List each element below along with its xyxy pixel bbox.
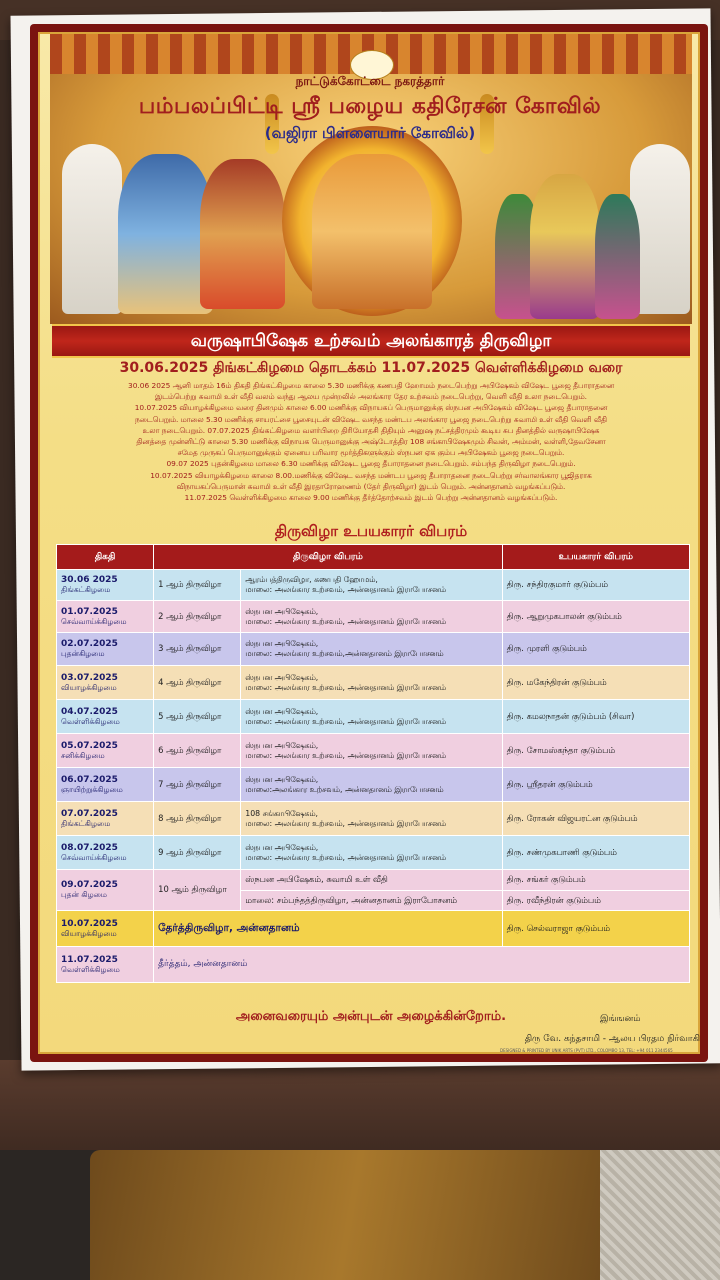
- weekday: சனிக்கிழமை: [61, 750, 105, 760]
- event-morning: ஸ்நபன அபிஷேகம்,: [245, 774, 319, 784]
- date: 01.07.2025: [61, 606, 118, 617]
- festival-poster: [30, 24, 708, 1062]
- sponsor-cell: திரு. ரோகன் விஜயரட்ன குடும்பம்: [502, 802, 689, 836]
- date: 05.07.2025: [61, 740, 118, 751]
- event-cell: [241, 633, 502, 666]
- festival-number: 7 ஆம் திருவிழா: [154, 768, 241, 802]
- invitation-text: அனைவரையும் அன்புடன் அழைக்கின்றோம்.: [235, 1009, 507, 1024]
- event-cell: [241, 768, 502, 802]
- weekday: திங்கட்கிழமை: [61, 818, 111, 828]
- weekday: செவ்வாய்க்கிழமை: [61, 616, 127, 626]
- date-cell: [57, 700, 154, 734]
- event-evening: மாலை: அலங்கார உற்சவம், அன்னதானம் இராபோசனம்: [245, 616, 446, 626]
- date: 09.07.2025: [61, 880, 118, 890]
- paragraph-line: சமேத முருகப் பெருமானுக்கும் ஏனைய பரிவார மூர்த்திகளுக்கும் ஸ்நபன ஏக கும்ப அபிஷேகம் பூஜை நடைபெறும்.: [177, 448, 565, 458]
- date-cell: [57, 911, 154, 947]
- date-cell: [57, 836, 154, 870]
- date-cell: [57, 666, 154, 700]
- festival-number: 1 ஆம் திருவிழா: [154, 570, 241, 601]
- event-cell: தீர்த்தம், அன்னதானம்: [154, 947, 690, 983]
- ganesha-image: [312, 154, 432, 309]
- table-row: [57, 700, 690, 734]
- table-row: [57, 666, 690, 700]
- date: 11.07.2025: [61, 954, 118, 965]
- paragraph-line: இடம்பெற்று சுவாமி உள் வீதி வலம் வந்து ஆலய முன்றலில் அலங்கார தேர உற்சவம் நடைபெற்று, வெளி வீதி உலா நடைபெறும்.: [154, 392, 588, 402]
- sponsor-cell: திரு. சோமஸ்கந்தா குடும்பம்: [502, 734, 689, 768]
- table-row: [57, 802, 690, 836]
- table-row: [57, 836, 690, 870]
- table-row: [57, 911, 690, 947]
- festival-number: 3 ஆம் திருவிழா: [154, 633, 241, 666]
- paragraph-line: 10.07.2025 வியாழக்கிழமை வரை தினமும் காலை 6.00 மணிக்கு விநாயகப் பெருமானுக்கு ஸ்நபன அபிஷேகம் விஷேட பூஜை தீபாராதனை: [134, 403, 608, 413]
- header-sponsor: உபயகாரர் விபரம்: [502, 545, 689, 570]
- event-morning: ஸ்நபன அபிஷேகம்,: [245, 740, 319, 750]
- festival-number: 10 ஆம் திருவிழா: [154, 870, 241, 911]
- cloth: [90, 1150, 610, 1280]
- valli-image: [595, 194, 640, 319]
- schedule-paragraph: [56, 380, 686, 503]
- date: 04.07.2025: [61, 706, 118, 717]
- weekday: ஞாயிற்றுக்கிழமை: [61, 784, 123, 794]
- table-header-row: [57, 545, 690, 570]
- poster-inner: [38, 32, 700, 1054]
- event-cell: [241, 802, 502, 836]
- weekday: வியாழக்கிழமை: [61, 928, 117, 938]
- event-evening: மாலை: அலங்கார உற்சவம், அன்னதானம் இராபோசனம்: [245, 682, 446, 692]
- table-row: [57, 601, 690, 633]
- event-morning: ஸ்நபன அபிஷேகம்,: [245, 606, 319, 616]
- weekday: வியாழக்கிழமை: [61, 682, 117, 692]
- paragraph-line: 11.07.2025 வெள்ளிக்கிழமை காலை 9.00 மணிக்கு தீர்த்தோற்சவம் இடம் பெற்று அன்னதானம் வழங்கப்படும்.: [184, 493, 558, 503]
- event-morning: ஸ்நபன அபிஷேகம்,: [245, 639, 319, 648]
- festival-number: 9 ஆம் திருவிழா: [154, 836, 241, 870]
- table-row: [57, 870, 690, 891]
- event-morning: 108 சங்காபிஷேகம்,: [245, 808, 318, 818]
- festival-banner: வருஷாபிஷேக உற்சவம் அலங்காரத் திருவிழா: [52, 324, 690, 358]
- sponsor-cell: திரு. மகேந்திரன் குடும்பம்: [502, 666, 689, 700]
- date-cell: [57, 734, 154, 768]
- date-cell: [57, 947, 154, 983]
- date-cell: [57, 633, 154, 666]
- temple-subtitle: (வஜிரா பிள்ளையார் கோவில்): [264, 124, 476, 142]
- event-cell: [241, 601, 502, 633]
- table-row: [57, 734, 690, 768]
- sponsor-cell: திரு. ஆறுமுகபாலன் குடும்பம்: [502, 601, 689, 633]
- paragraph-line: 09.07 2025 புதன்கிழமை மாலை 6.30 மணிக்கு விஷேட பூஜை தீபாராதனை நடைபெறும். சம்பந்த திருவிழா நடைபெறும்.: [166, 459, 576, 469]
- printer-credit: DESIGNED & PRINTED BY UNIK ARTS (PVT) LTD., COLOMBO 13, TEL: +94 011 2344565: [500, 1048, 673, 1053]
- floor-tile: [600, 1150, 720, 1280]
- festival-number: 5 ஆம் திருவிழா: [154, 700, 241, 734]
- date-cell: [57, 870, 154, 911]
- sponsor-cell: திரு. சங்கர் குடும்பம்: [502, 870, 689, 891]
- event-evening: மாலை: அலங்கார உற்சவம், அன்னதானம் இராபோசனம்: [245, 750, 446, 760]
- wooden-table: [0, 1060, 720, 1155]
- signature: திரு வே. கந்தசாமி - ஆலய பிரதம நிர்வாகி: [524, 1034, 700, 1044]
- table-row: [57, 570, 690, 601]
- murugan-image: [530, 174, 600, 319]
- event-evening: மாலை: அலங்கார உற்சவம், அன்னதானம் இராபோசனம்: [245, 852, 446, 862]
- temple-name: பம்பலப்பிட்டி ஸ்ரீ பழைய கதிரேசன் கோவில்: [138, 94, 602, 119]
- event-morning: ஆரம்பத்திருவிழா, கணபதி ஹோமம்,: [245, 575, 378, 584]
- festival-number: 6 ஆம் திருவிழா: [154, 734, 241, 768]
- date: 10.07.2025: [61, 918, 118, 929]
- festival-number: 8 ஆம் திருவிழா: [154, 802, 241, 836]
- weekday: புதன்கிழமை: [61, 649, 105, 658]
- shiva-image: [118, 154, 213, 314]
- elephant-left: [62, 144, 122, 314]
- header-text: [110, 74, 630, 144]
- event-evening: மாலை: அலங்கார உற்சவம், அன்னதானம் இராபோசனம்: [245, 585, 446, 594]
- date-cell: [57, 802, 154, 836]
- table-row: [57, 947, 690, 983]
- sponsor-cell: திரு. சண்முகபாணி குடும்பம்: [502, 836, 689, 870]
- weekday: புதன் கிழமை: [61, 890, 108, 899]
- paragraph-line: உலா நடைபெறும். 07.07.2025 திங்கட்கிழமை வளர்பிறை திரியோதசி திதியும் அனுஷ நட்சத்திரமும் கூடிய சுப தினத்தில் வருஷாபிஷேக: [142, 425, 600, 435]
- event-evening: மாலை: அலங்கார உற்சவம்,அன்னதானம் இராபோசனம்: [245, 649, 444, 658]
- sponsor-cell: திரு. கமலநாதன் குடும்பம் (சிவா): [502, 700, 689, 734]
- parvati-image: [200, 159, 285, 309]
- paragraph-line: 30.06 2025 ஆனி மாதம் 16ம் திகதி திங்கட்கிழமை காலை 5.30 மணிக்கு கணபதி ஹோமம் நடைபெற்று அபிஷேகம் விஷேட பூஜை தீபாராதனை: [128, 381, 614, 390]
- date: 02.07.2025: [61, 639, 118, 649]
- date: 03.07.2025: [61, 672, 118, 683]
- date: 06.07.2025: [61, 774, 118, 785]
- event-cell: [241, 666, 502, 700]
- sponsor-cell: திரு. ஸ்ரீதரன் குடும்பம்: [502, 768, 689, 802]
- festival-number: 2 ஆம் திருவிழா: [154, 601, 241, 633]
- table-row: [57, 768, 690, 802]
- signature-label: இங்ஙனம்: [600, 1014, 641, 1024]
- paragraph-line: நடைபெறும். மாலை 5.30 மணிக்கு சாயரட்சை பூசையுடன் விஷேட வசந்த மண்டப அலங்கார பூஜை நடைபெற்று சுவாமி உள் வீதி வெளி வீதி: [135, 414, 607, 424]
- date-cell: [57, 768, 154, 802]
- header-date: திகதி: [57, 545, 154, 570]
- paragraph-line: விநாயகப்பெருமான் சுவாமி உள் வீதி இரதாரோஹணம் (தேர் திருவிழா) இடம் பெறும். அன்னதானம் வழங்கப்படும்.: [176, 481, 566, 491]
- weekday: வெள்ளிக்கிழமை: [61, 964, 120, 974]
- event-cell: தேர்த்திருவிழா, அன்னதானம்: [154, 911, 503, 947]
- sponsor-cell: திரு. சந்திரகுமார் குடும்பம்: [502, 570, 689, 601]
- event-evening: மாலை: சம்பந்தத்திருவிழா, அன்னதானம் இராபோசனம்: [241, 891, 502, 911]
- event-morning: ஸ்நபன அபிஷேகம்,: [245, 672, 319, 682]
- date-cell: [57, 601, 154, 633]
- event-cell: [241, 734, 502, 768]
- event-evening: மாலை: அலங்கார உற்சவம், அன்னதானம் இராபோசனம்: [245, 716, 446, 726]
- paragraph-line: தினத்தை முன்னிட்டு காலை 5.30 மணிக்கு விநாயக பெருமானுக்கு அஷ்டோத்திர 108 சங்காபிஷேகமும் சிவன், அம்மன், வள்ளி,தேவசேனா: [136, 437, 606, 447]
- event-cell: [241, 836, 502, 870]
- sponsor-cell: திரு. முரளி குடும்பம்: [502, 633, 689, 666]
- event-cell: [241, 700, 502, 734]
- event-morning: ஸ்நபன அபிஷேகம், சுவாமி உள் வீதி: [241, 870, 502, 891]
- date: 07.07.2025: [61, 808, 118, 819]
- weekday: வெள்ளிக்கிழமை: [61, 716, 120, 726]
- date-range: 30.06.2025 திங்கட்கிழமை தொடக்கம் 11.07.2025 வெள்ளிக்கிழமை வரை: [119, 360, 623, 376]
- festival-number: 4 ஆம் திருவிழா: [154, 666, 241, 700]
- weekday: செவ்வாய்க்கிழமை: [61, 852, 127, 862]
- header-festival: திருவிழா விபரம்: [154, 545, 503, 570]
- paragraph-line: 10.07.2025 வியாழக்கிழமை காலை 8.00.மணிக்கு விஷேட வசந்த மண்டப பூஜை தீபாராதனை நடைபெற்று சர்வாலங்கார பூஜிதராக: [150, 470, 592, 480]
- date: 08.07.2025: [61, 842, 118, 853]
- sponsor-cell-2: திரு. ரவீந்திரன் குடும்பம்: [502, 891, 689, 911]
- event-evening: மாலை:அலங்கார உற்சவம், அன்னதானம் இராபோசனம்: [245, 784, 444, 794]
- header-artwork: [50, 34, 692, 324]
- date-cell: [57, 570, 154, 601]
- event-morning: ஸ்நபன அபிஷேகம்,: [245, 842, 319, 852]
- sponsor-cell: திரு. செல்வராஜா குடும்பம்: [502, 911, 689, 947]
- event-cell: [241, 570, 502, 601]
- table-row: [57, 633, 690, 666]
- community-name: நாட்டுக்கோட்டை நகரத்தார்: [295, 74, 445, 88]
- sponsor-heading: திருவிழா உபயகாரர் விபரம்: [274, 522, 468, 540]
- date: 30.06 2025: [61, 575, 118, 585]
- event-morning: ஸ்நபன அபிஷேகம்,: [245, 706, 319, 716]
- weekday: திங்கட்கிழமை: [61, 585, 111, 594]
- sponsor-table: [56, 544, 690, 983]
- event-evening: மாலை: அலங்கார உற்சவம், அன்னதானம் இராபோசனம்: [245, 818, 446, 828]
